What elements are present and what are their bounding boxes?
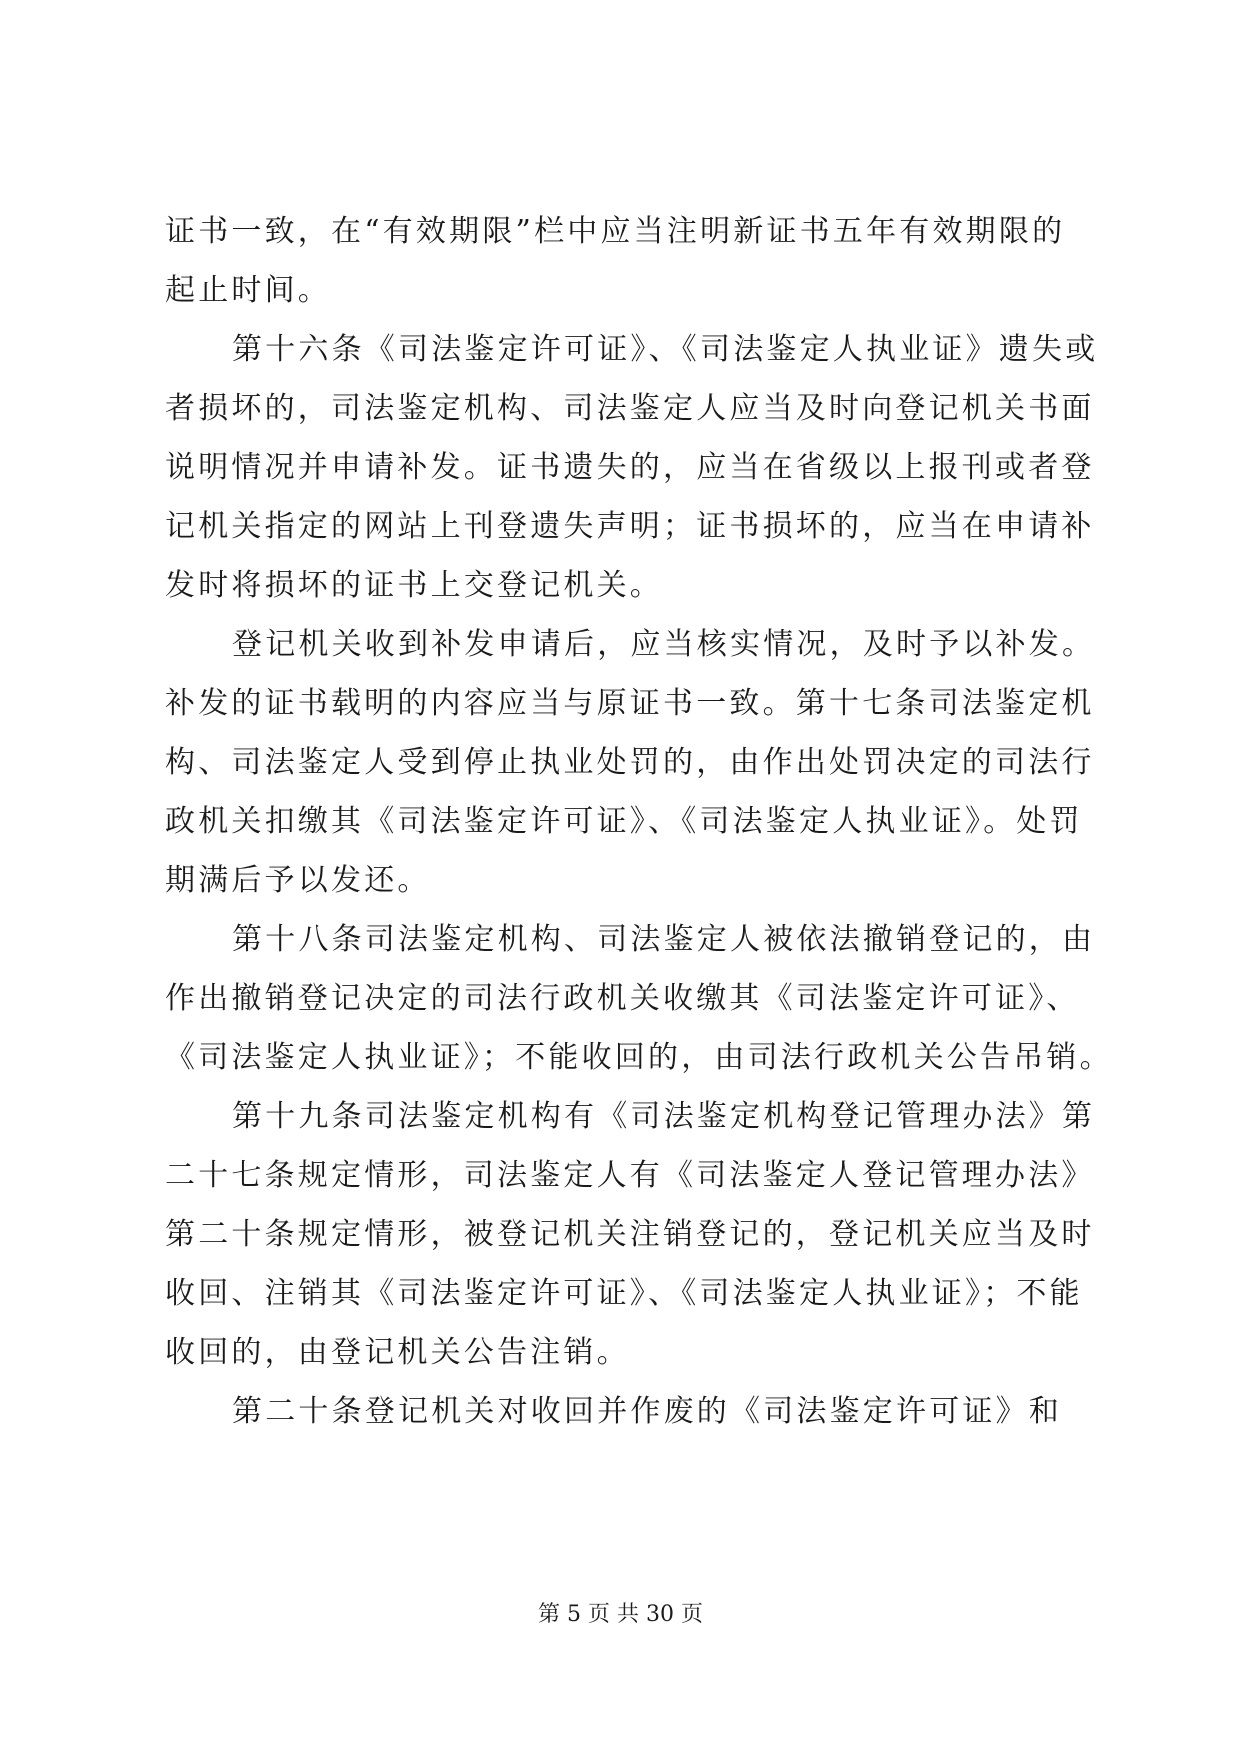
text-line: 发时将损坏的证书上交登记机关。 (165, 568, 663, 603)
text-line: 构、司法鉴定人受到停止执业处罚的，由作出处罚决定的司法行 (165, 745, 1095, 780)
text-line: 记机关指定的网站上刊登遗失声明；证书损坏的，应当在申请补 (165, 509, 1095, 544)
text-line: 第十六条《司法鉴定许可证》、《司法鉴定人执业证》遗失或 (232, 332, 1099, 367)
text-line: 第二十条规定情形，被登记机关注销登记的，登记机关应当及时 (165, 1217, 1095, 1252)
text-line: 《司法鉴定人执业证》；不能收回的，由司法行政机关公告吊销。 (165, 1040, 1113, 1075)
text-line: 政机关扣缴其《司法鉴定许可证》、《司法鉴定人执业证》。处罚 (165, 804, 1083, 839)
text-line: 证书一致，在“有效期限”栏中应当注明新证书五年有效期限的 (165, 214, 1066, 249)
text-line: 收回、注销其《司法鉴定许可证》、《司法鉴定人执业证》；不能 (165, 1276, 1083, 1311)
text-line: 登记机关收到补发申请后，应当核实情况，及时予以补发。 (232, 627, 1096, 662)
text-line: 者损坏的，司法鉴定机构、司法鉴定人应当及时向登记机关书面 (165, 391, 1095, 426)
text-line: 二十七条规定情形，司法鉴定人有《司法鉴定人登记管理办法》 (165, 1158, 1095, 1193)
text-line: 第十九条司法鉴定机构有《司法鉴定机构登记管理办法》第 (232, 1099, 1096, 1134)
text-line: 第十八条司法鉴定机构、司法鉴定人被依法撤销登记的，由 (232, 922, 1096, 957)
text-line: 说明情况并申请补发。证书遗失的，应当在省级以上报刊或者登 (165, 450, 1095, 485)
text-line: 补发的证书载明的内容应当与原证书一致。第十七条司法鉴定机 (165, 686, 1095, 721)
text-line: 作出撤销登记决定的司法行政机关收缴其《司法鉴定许可证》、 (165, 981, 1080, 1016)
text-line: 起止时间。 (165, 273, 331, 308)
text-line: 第二十条登记机关对收回并作废的《司法鉴定许可证》和 (232, 1394, 1062, 1429)
text-line: 期满后予以发还。 (165, 863, 431, 898)
page-footer: 第 5 页 共 30 页 (538, 1602, 703, 1627)
text-line: 收回的，由登记机关公告注销。 (165, 1335, 630, 1370)
